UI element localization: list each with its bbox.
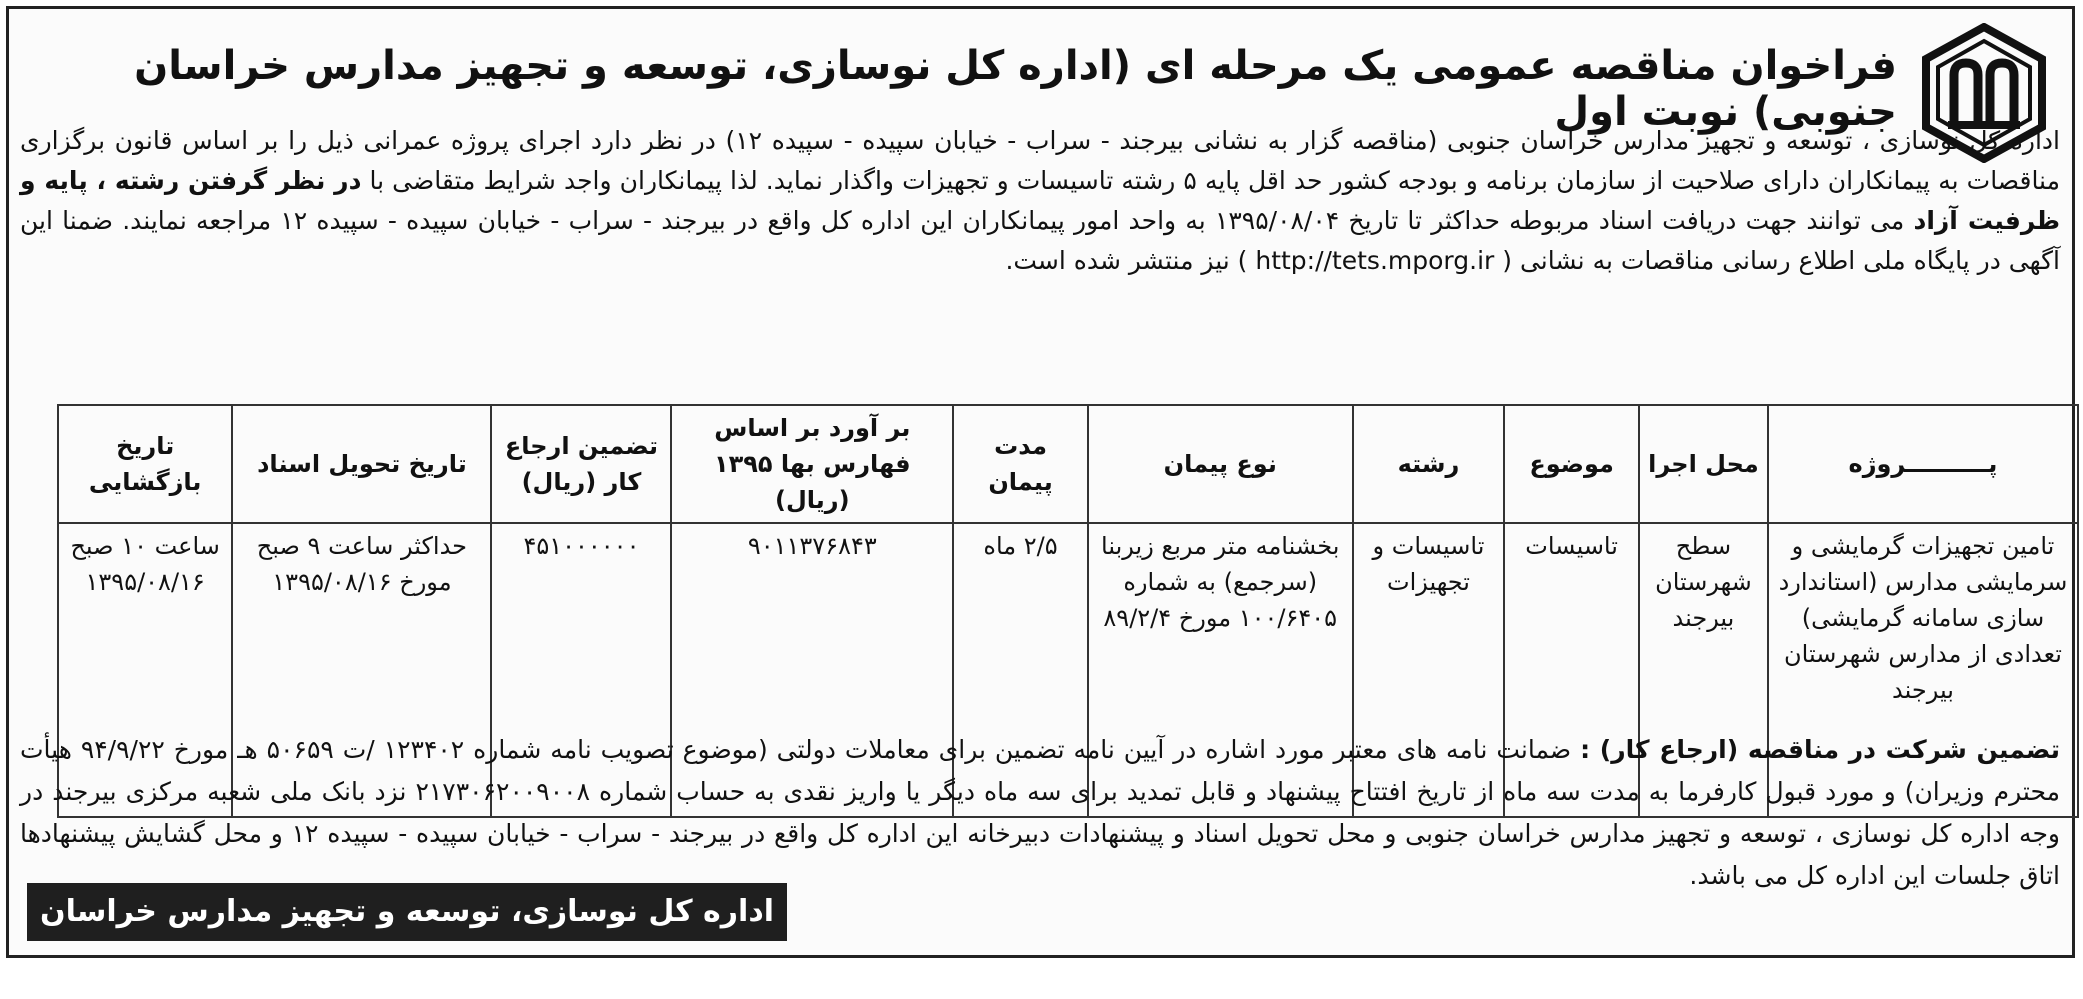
header-duration: مدت پیمان [953,405,1088,523]
header-field: رشته [1353,405,1505,523]
intro-paragraph [20,121,2060,281]
header-subject: موضوع [1504,405,1639,523]
header-opening-date: تاریخ بازگشایی [58,405,232,523]
intro-bold-criteria: در نظر گرفتن رشته ، پایه و ظرفیت آزاد [20,166,2060,235]
header-contract-type: نوع پیمان [1088,405,1353,523]
header-estimate: بر آورد بر اساس فهارس بها ۱۳۹۵ (ریال) [671,405,953,523]
cell-subject: تاسیسات [1504,523,1639,817]
cell-location: سطح شهرستان بیرجند [1639,523,1768,817]
header-guarantee: تضمین ارجاع کار (ریال) [491,405,671,523]
guarantee-label: تضمین شرکت در مناقصه (ارجاع کار) : [1580,735,2060,764]
cell-opening-date: ساعت ۱۰ صبح ۱۳۹۵/۰۸/۱۶ [58,523,232,817]
cell-estimate: ۹۰۱۱۳۷۶۸۴۳ [671,523,953,817]
table-header-row [58,405,2078,523]
cell-guarantee: ۴۵۱۰۰۰۰۰۰ [491,523,671,817]
guarantee-paragraph [20,729,2060,897]
header-docs-date: تاریخ تحویل اسناد [232,405,491,523]
header-project: پــــــــــروژه [1768,405,2078,523]
header-location: محل اجرا [1639,405,1768,523]
cell-field: تاسیسات و تجهیزات [1353,523,1505,817]
cell-contract-type: بخشنامه متر مربع زیربنا (سرجمع) به شماره ۱۰۰/۶۴۰۵ مورخ ۸۹/۲/۴ [1088,523,1353,817]
cell-docs-date: حداکثر ساعت ۹ صبح مورخ ۱۳۹۵/۰۸/۱۶ [232,523,491,817]
announcement-title: فراخوان مناقصه عمومی یک مرحله ای (اداره کل نوسازی، توسعه و تجهیز مدارس خراسان جنوبی) نوبت اول [134,43,1897,135]
announcement-sheet [6,6,2075,987]
intro-text-end: می توانند جهت دریافت اسناد مربوطه حداکثر تا تاریخ ۱۳۹۵/۰۸/۰۴ به واحد امور پیمانکاران این اداره کل واقع در بیرجند - سراب - خیابان سپیده - سپیده ۱۲ مراجعه نمایند. ضمنا این آگهی در پایگاه ملی اطلاع رسانی مناقصات به نشانی ( http://tets.mporg.ir ) نیز منتشر شده است. [20,206,2060,275]
intro-text-start: اداره کل نوسازی ، توسعه و تجهیز مدارس خراسان جنوبی (مناقصه گزار به نشانی بیرجند - سراب - خیابان سپیده - سپیده ۱۲) در نظر دارد اجرای پروژه عمرانی ذیل را بر اساس قانون برگزاری مناقصات به پیمانکاران دارای صلاحیت از سازمان برنامه و بودجه کشور حد اقل پایه ۵ رشته تاسیسات و تجهیزات واگذار نماید. لذا پیمانکاران واجد شرایط متقاضی با [20,126,2060,195]
guarantee-text: ضمانت نامه های معتبر مورد اشاره در آیین نامه تضمین برای معاملات دولتی (موضوع تصویب نامه شماره ۱۲۳۴۰۲ /ت ۵۰۶۵۹ هـ مورخ ۹۴/۹/۲۲ هیأت محترم وزیران) و مورد قبول کارفرما به مدت سه ماه از تاریخ افتتاح پیشنهاد و قابل تمدید برای سه ماه دیگر یا واریز نقدی به حساب شماره ۲۱۷۳۰۶۲۰۰۹۰۰۸ نزد بانک ملی شعبه مرکزی بیرجند در وجه اداره کل نوسازی ، توسعه و تجهیز مدارس خراسان جنوبی و محل تحویل اسناد و پیشنهادات دبیرخانه این اداره کل واقع در بیرجند - سراب - خیابان سپیده - سپیده ۱۲ و محل گشایش پیشنهادها اتاق جلسات این اداره کل می باشد. [20,735,2061,890]
cell-project: تامین تجهیزات گرمایشی و سرمایشی مدارس (استاندارد سازی سامانه گرمایشی) تعدادی از مدارس شهرستان بیرجند [1768,523,2078,817]
cell-duration: ۲/۵ ماه [953,523,1088,817]
footer-organization-band: اداره کل نوسازی، توسعه و تجهیز مدارس خراسان جنوبی [27,883,787,941]
